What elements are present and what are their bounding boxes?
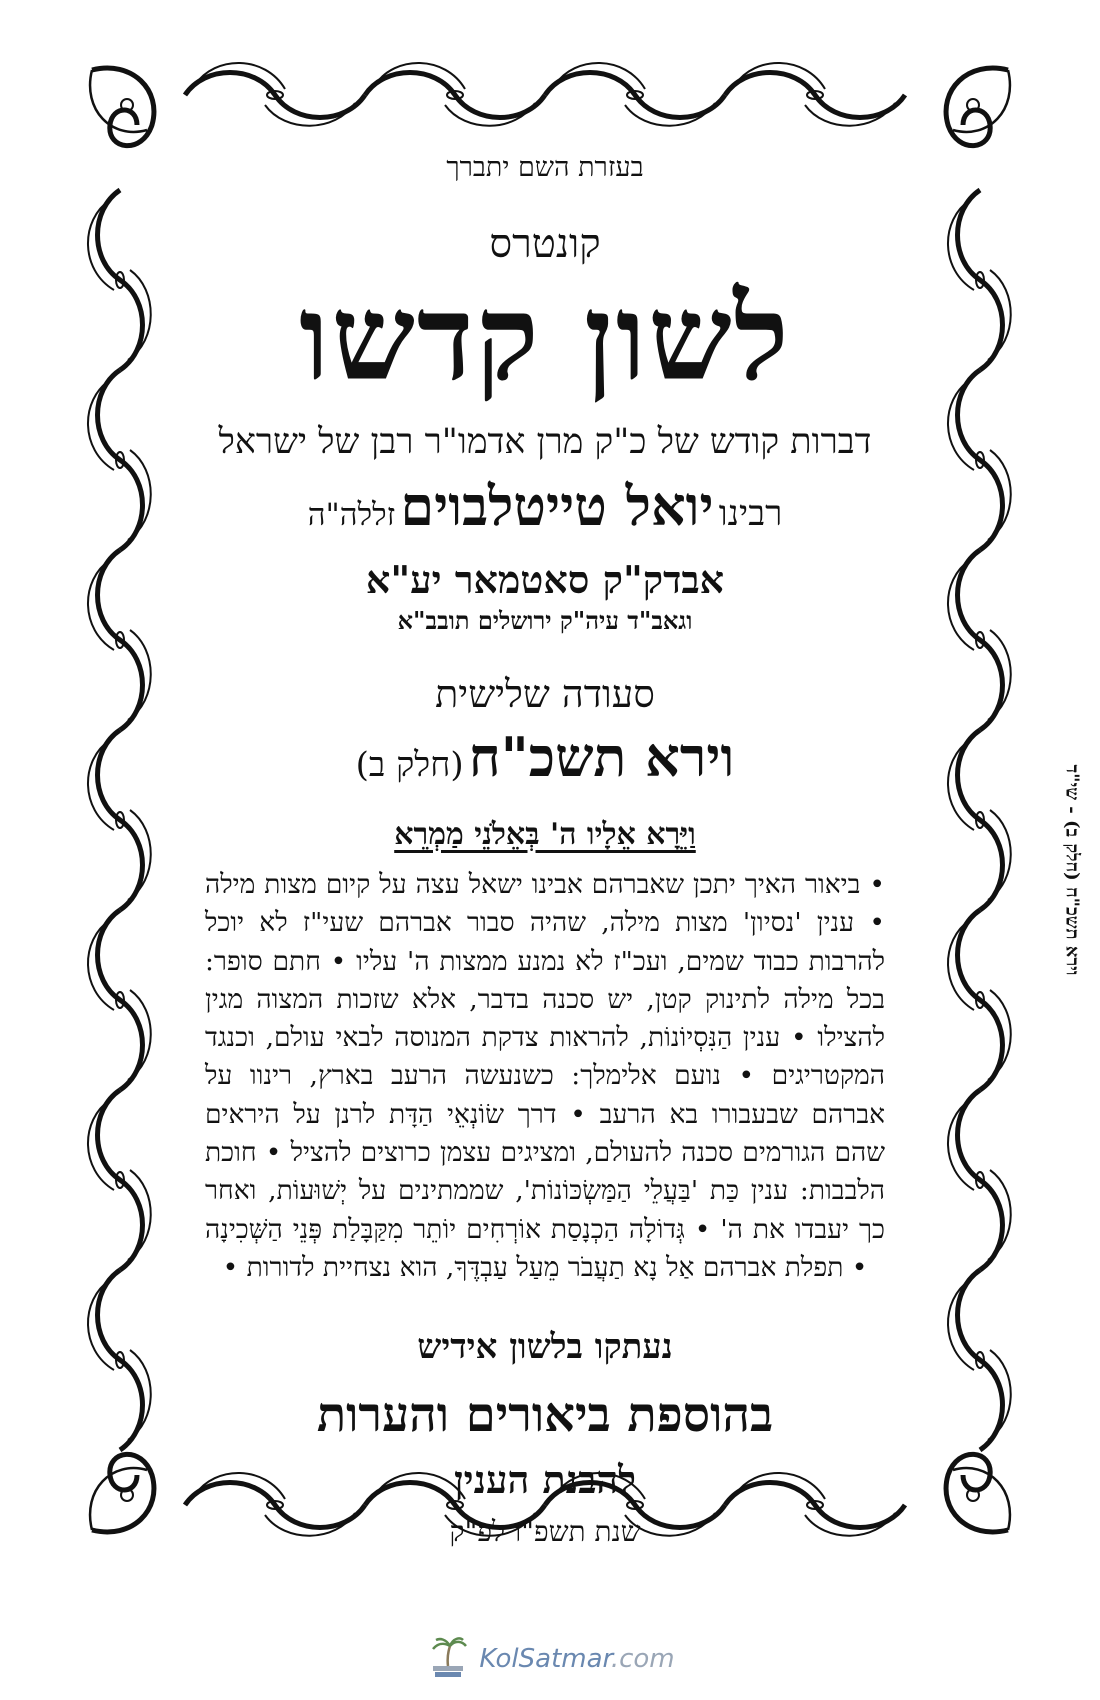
palm-tree-books-icon bbox=[425, 1636, 471, 1682]
blessing-line: בעזרת השם יתברך bbox=[446, 152, 644, 183]
author-prefix: רבינו bbox=[718, 494, 783, 534]
title-page-content bbox=[195, 150, 895, 1551]
translation-note: נעתקו בלשון אידיש bbox=[417, 1327, 673, 1368]
parsha-name: וירא תשכ"ח bbox=[468, 725, 735, 789]
purpose-note: להבנת הענין bbox=[453, 1457, 637, 1503]
additions-note: בהוספת ביאורים והערות bbox=[316, 1387, 774, 1444]
site-suffix: .com bbox=[610, 1644, 675, 1674]
parsha-part: (חלק ב) bbox=[355, 745, 464, 785]
author-suffix: זללה"ה bbox=[307, 497, 396, 533]
site-footer bbox=[0, 1636, 1100, 1686]
booklet-label: קונטרס bbox=[489, 221, 601, 267]
topics-summary: • ביאור האיך יתכן שאברהם אבינו ישאל עצה על קיום מצות מילה • ענין 'נסיון' מצות מילה, שהיה סבור אברהם שעי"ז לא יוכל להרבות כבוד שמים, ועכ"ז לא נמנע ממצות ה' עליו • חתם סופר: בכל מילה לתינוק קטן, יש סכנה בדבר, אלא שזכות המצוה מגין להצילו • ענין הַנִּסְיוֹנוֹת, להראות צדקת המנוסה לבאי עולם, וכנגד המקטריגים • נועם אלימלך: כשנעשה הרעב בארץ, רינוו על אברהם שבעבורו בא הרעב • דרך שׂוֹנְאֵי הַדָּת לרנן על היראים שהם הגורמים סכנה להעולם, ומציגים עצמן כרוצים להציל • חוכת הלבבות: ענין כַּת 'בַּעֲלֵי הַמַּשְׂכּוֹנוֹת', שממתינים על יְשׁוּעוֹת, ואחר כך יעבדו את ה' • גְּדוֹלָה הַכְנָסַת אוֹרְחִים יוֹתֵר מִקַּבָּלַת פְּנֵי הַשְּׁכִינָה • תפלת אברהם אַל נָא תַעֲבֹר מֵעַל עַבְדֶּךָ, הוא נצחיית לדורות • bbox=[205, 869, 885, 1283]
publication-year: שנת תשפ"ו לפ"ק bbox=[449, 1515, 641, 1549]
site-logo-link[interactable] bbox=[479, 1644, 674, 1674]
author-name-line bbox=[195, 474, 895, 552]
site-name: KolSatmar bbox=[479, 1644, 611, 1674]
author-title-jerusalem: וגאב"ד עיה"ק ירושלים תובב"א bbox=[397, 606, 693, 635]
author-title-satmar: אבדק"ק סאטמאר יע"א bbox=[365, 557, 725, 602]
author-name: יואל טייטלבוים bbox=[400, 474, 714, 538]
author-intro: דברות קודש של כ"ק מרן אדמו"ר רבן של ישראל bbox=[218, 422, 872, 462]
parsha-line bbox=[195, 726, 895, 802]
opening-verse: וַיֵּרָא אֵלָיו ה' בְּאֵלֹנֵי מַמְרֵא bbox=[394, 817, 696, 852]
side-label: וירא תשכ"ח (חלק ב) - שי"ד bbox=[1061, 764, 1083, 976]
main-title: לשון קדשו bbox=[299, 268, 791, 407]
occasion-meal: סעודה שלישית bbox=[435, 672, 655, 716]
